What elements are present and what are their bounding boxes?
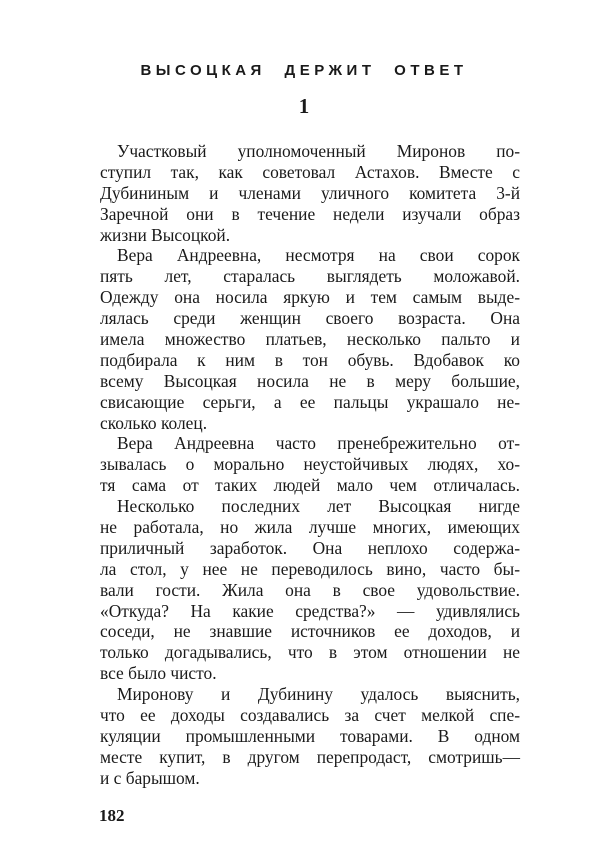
text-line: всему Высоцкая носила не в меру большие,	[100, 370, 520, 391]
text-line: Одежду она носила яркую и тем самым выде-	[100, 287, 520, 308]
text-line: месте купит, в другом перепродаст, смотришь—	[100, 746, 520, 767]
text-line: ла стол, у нее не переводилось вино, часто бы-	[100, 558, 520, 579]
paragraph	[100, 433, 520, 496]
text-line: Дубининым и членами уличного комитета 3-й	[100, 182, 520, 203]
text-line: Миронову и Дубинину удалось выяснить,	[117, 684, 520, 705]
text-line: свисающие серьги, а ее пальцы украшало не-	[100, 391, 520, 412]
text-line: и с барышом.	[100, 767, 200, 788]
text-line: не работала, но жила лучше многих, имеющих	[100, 517, 520, 538]
text-line: имела множество платьев, несколько пальто и	[100, 329, 520, 350]
text-line: Вера Андреевна, несмотря на свои сорок	[117, 245, 520, 266]
text-line: все было чисто.	[100, 663, 217, 684]
text-line: вали гости. Жила она в свое удовольствие.	[100, 579, 520, 600]
text-line: Вера Андреевна часто пренебрежительно от-	[117, 433, 520, 454]
text-line: пять лет, старалась выглядеть моложавой.	[100, 266, 520, 287]
text-line: зывалась о морально неустойчивых людях, хо-	[100, 454, 520, 475]
text-line: что ее доходы создавались за счет мелкой спе-	[100, 705, 520, 726]
paragraph	[100, 141, 520, 245]
text-line: куляции промышленными товарами. В одном	[100, 725, 520, 746]
text-line: соседи, не знавшие источников ее доходов, и	[100, 621, 520, 642]
text-line: приличный заработок. Она неплохо содержа-	[100, 537, 520, 558]
text-line: только догадывались, что в этом отношении не	[100, 642, 520, 663]
text-line: сколько колец.	[100, 412, 208, 433]
body-text	[100, 141, 520, 789]
paragraph	[100, 245, 520, 433]
page-number: 182	[99, 806, 125, 825]
text-line: Несколько последних лет Высоцкая нигде	[117, 496, 520, 517]
chapter-number: 1	[298, 94, 310, 118]
paragraph	[100, 496, 520, 684]
text-line: тя сама от таких людей мало чем отличалась.	[100, 475, 520, 496]
text-line: «Откуда? На какие средства?» — удивлялись	[100, 600, 520, 621]
text-line: лялась среди женщин своего возраста. Она	[100, 308, 520, 329]
text-line: ступил так, как советовал Астахов. Вместе с	[100, 161, 520, 182]
text-line: подбирала к ним в тон обувь. Вдобавок ко	[100, 349, 520, 370]
text-line: Заречной они в течение недели изучали образ	[100, 203, 520, 224]
section-title: ВЫСОЦКАЯ ДЕРЖИТ ОТВЕТ	[140, 62, 468, 79]
text-line: жизни Высоцкой.	[100, 224, 231, 245]
paragraph	[100, 684, 520, 788]
text-line: Участковый уполномоченный Миронов по-	[117, 141, 520, 161]
